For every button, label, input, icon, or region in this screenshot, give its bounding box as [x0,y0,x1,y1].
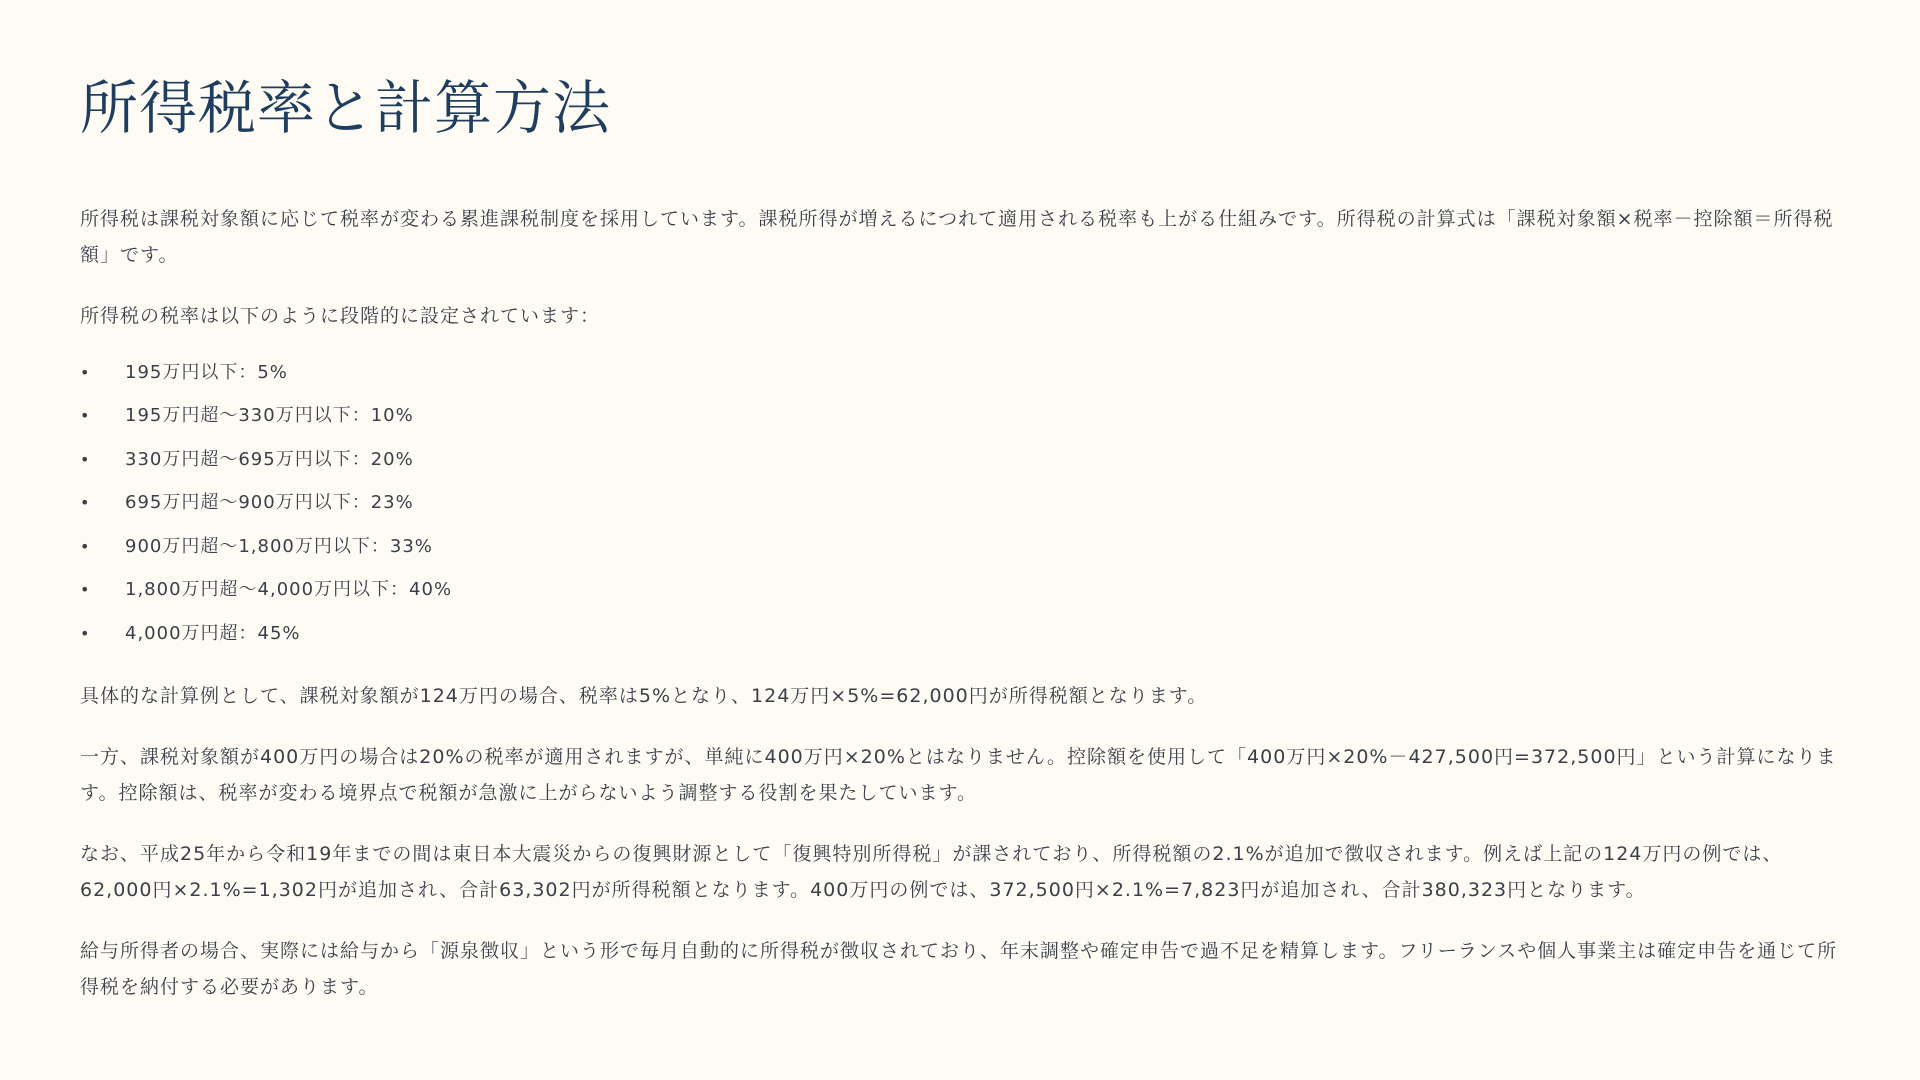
bracket-text: 4,000万円超：45% [125,623,301,645]
example-400-paragraph: 一方、課税対象額が400万円の場合は20%の税率が適用されますが、単純に400万円×20%とはなりません。控除額を使用して「400万円×20%－427,500円=372,500円」という計算になります。控除額は、税率が変わる境界点で税額が急激に上がらないよう調整する役割を果たしています。 [80,745,1837,804]
list-item [80,359,1840,403]
bullet-icon: • [80,536,91,556]
list-item [80,446,1840,490]
list-item [80,576,1840,620]
bullet-icon: • [80,580,91,600]
list-item [80,402,1840,446]
bullet-icon: • [80,449,91,469]
bullet-icon: • [80,362,91,382]
list-item [80,533,1840,577]
bracket-text: 195万円以下：5% [125,361,288,383]
bracket-text: 695万円超〜900万円以下：23% [125,492,414,514]
page-title: 所得税率と計算方法 [80,74,612,142]
bracket-text: 900万円超〜1,800万円以下：33% [125,535,433,557]
tax-bracket-list [80,359,1840,664]
salary-earner-paragraph: 給与所得者の場合、実際には給与から「源泉徴収」という形で毎月自動的に所得税が徴収されており、年末調整や確定申告で過不足を精算します。フリーランスや個人事業主は確定申告を通じて所得税を納付する必要があります。 [80,939,1838,998]
bullet-icon: • [80,406,91,426]
intro-paragraph: 所得税は課税対象額に応じて税率が変わる累進課税制度を採用しています。課税所得が増えるにつれて適用される税率も上がる仕組みです。所得税の計算式は「課税対象額×税率－控除額＝所得税額」です。 [80,207,1834,266]
list-intro-paragraph: 所得税の税率は以下のように段階的に設定されています： [80,304,601,327]
bullet-icon: • [80,624,91,644]
list-item [80,489,1840,533]
bracket-text: 1,800万円超〜4,000万円以下：40% [125,579,453,601]
bracket-text: 330万円超〜695万円以下：20% [125,448,414,470]
bracket-text: 195万円超〜330万円以下：10% [125,405,414,427]
bullet-icon: • [80,493,91,513]
example-124-paragraph: 具体的な計算例として、課税対象額が124万円の場合、税率は5%となり、124万円×5%=62,000円が所得税額となります。 [80,684,1208,707]
reconstruction-tax-paragraph: なお、平成25年から令和19年までの間は東日本大震災からの復興財源として「復興特別所得税」が課されており、所得税額の2.1%が追加で徴収されます。例えば上記の124万円の例では、62,000円×2.1%=1,302円が追加され、合計63,302円が所得税額となります。400万円の例では、372,500円×2.1%=7,823円が追加され、合計380,323円となります。 [80,842,1783,901]
list-item [80,620,1840,664]
